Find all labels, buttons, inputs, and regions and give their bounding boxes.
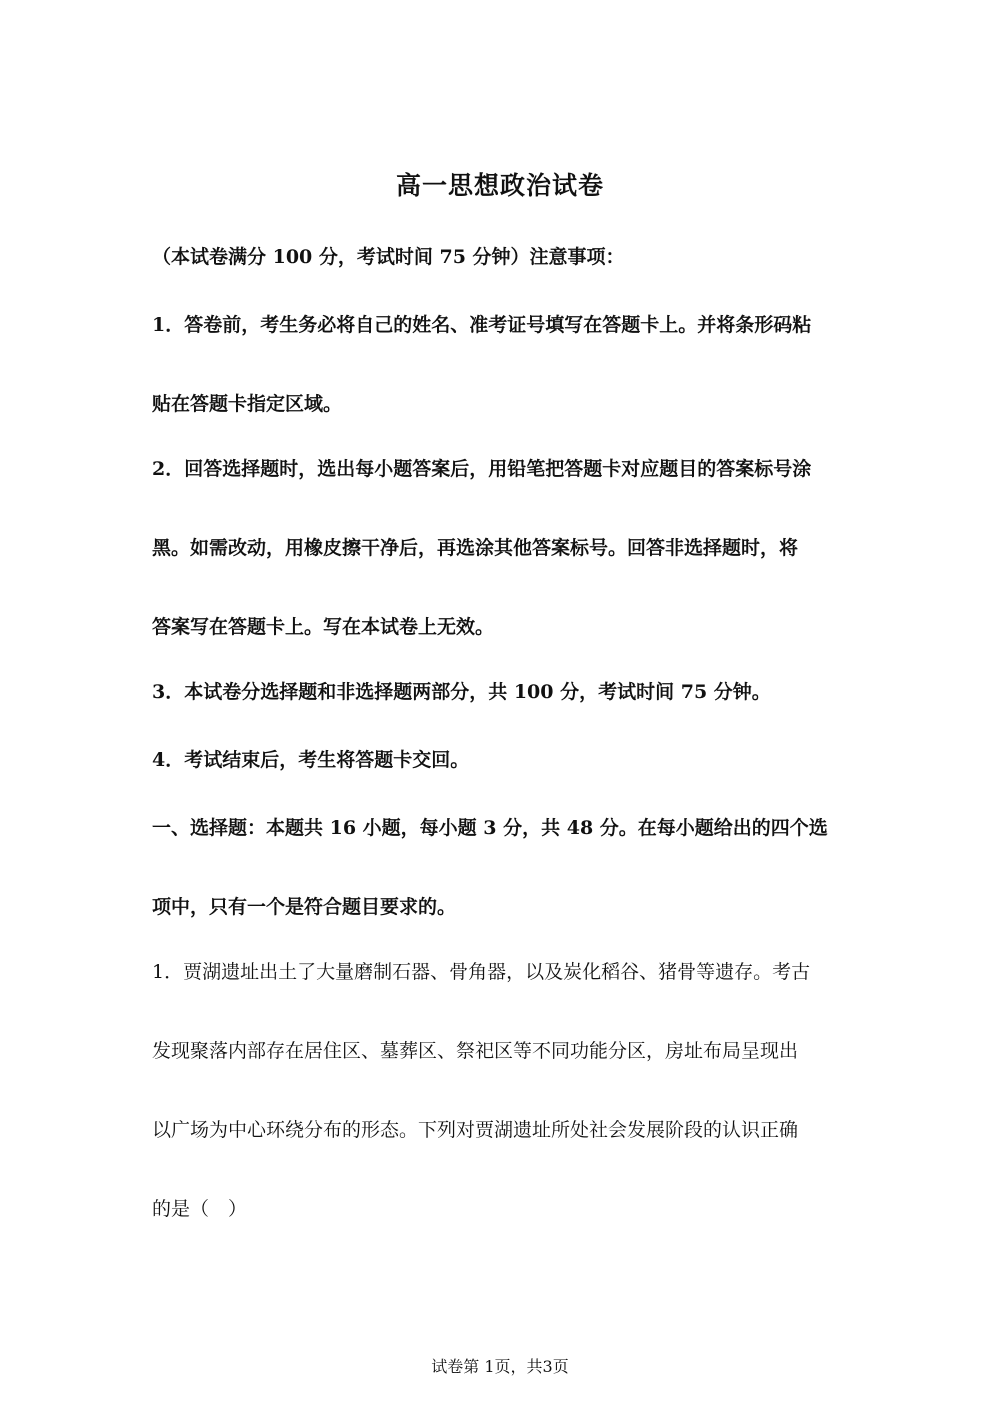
question-1-line-2: 发现聚落内部存在居住区、墓葬区、祭祀区等不同功能分区，房址布局呈现出 [152,1040,799,1062]
question-1-line-4: 的是（ ） [152,1198,248,1220]
notice-item-2-line-2: 黑。如需改动，用橡皮擦干净后，再选涂其他答案标号。回答非选择题时，将 [152,537,799,559]
notice-item-1-line-2: 贴在答题卡指定区域。 [152,393,343,415]
exam-title: 高一思想政治试卷 [395,171,604,200]
section-heading-line-2: 项中，只有一个是符合题目要求的。 [152,896,457,918]
question-1-line-3: 以广场为中心环绕分布的形态。下列对贾湖遗址所处社会发展阶段的认识正确 [152,1119,799,1141]
page-footer: 试卷第 1页，共3页 [431,1357,569,1376]
exam-info-and-notice-heading: （本试卷满分 100 分，考试时间 75 分钟）注意事项： [152,246,625,268]
question-1-line-1: 1．贾湖遗址出土了大量磨制石器、骨角器，以及炭化稻谷、猪骨等遗存。考古 [152,961,811,983]
notice-item-2-line-1: 2．回答选择题时，选出每小题答案后，用铅笔把答题卡对应题目的答案标号涂 [152,458,812,480]
section-heading-line-1: 一、选择题：本题共 16 小题，每小题 3 分，共 48 分。在每小题给出的四个选 [152,817,828,839]
notice-item-1-line-1: 1．答卷前，考生务必将自己的姓名、准考证号填写在答题卡上。并将条形码粘 [152,314,812,336]
notice-item-2-line-3: 答案写在答题卡上。写在本试卷上无效。 [152,616,495,638]
notice-item-3: 3．本试卷分选择题和非选择题两部分，共 100 分，考试时间 75 分钟。 [152,681,771,703]
notice-item-4: 4．考试结束后，考生将答题卡交回。 [152,749,470,771]
